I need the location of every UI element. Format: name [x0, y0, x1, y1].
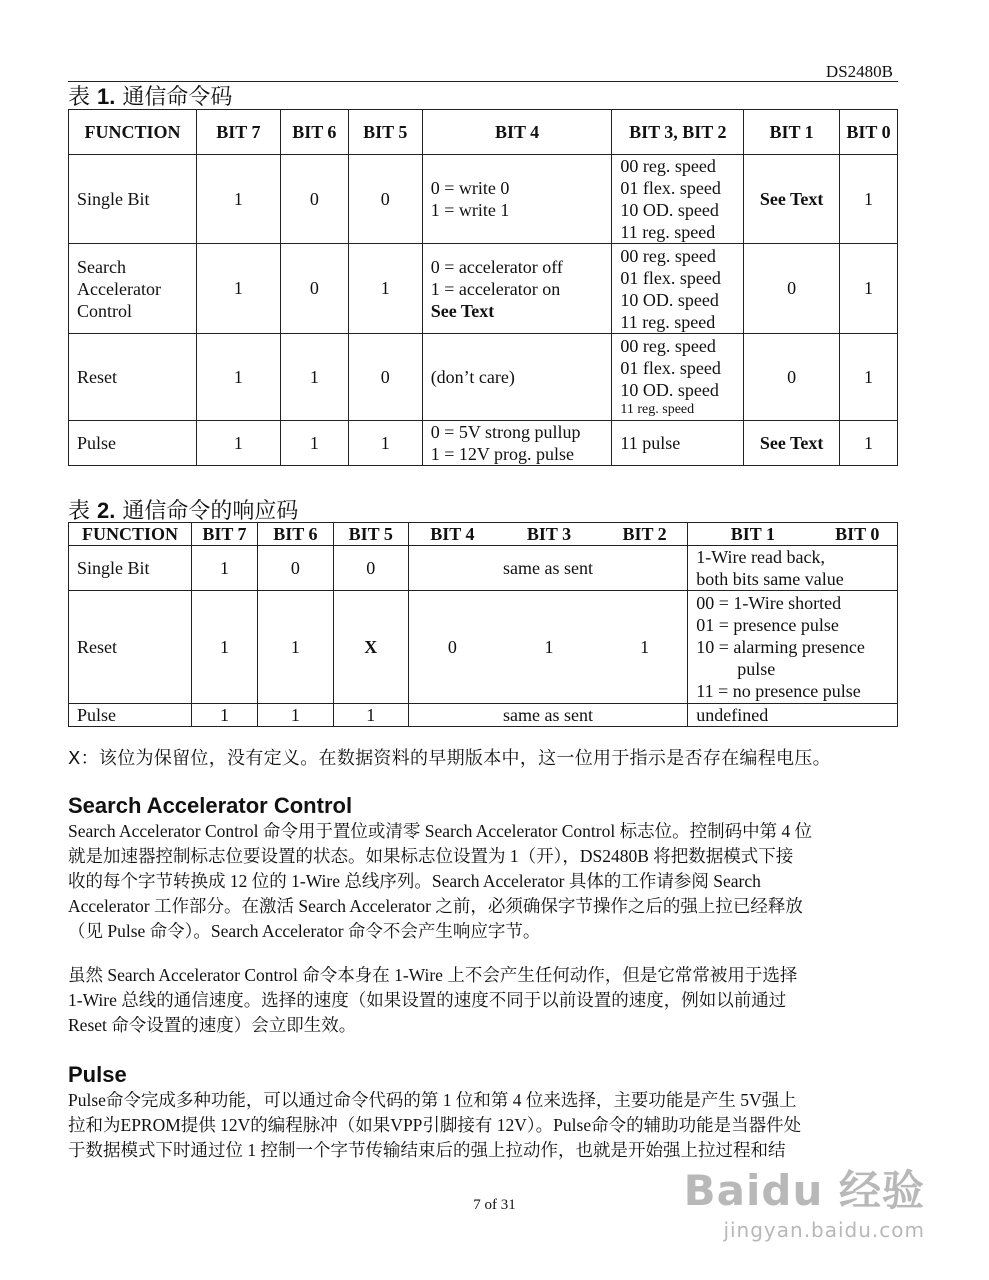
table1-cell-bit5: 0 — [348, 334, 422, 421]
table2-cell-bit7: 1 — [191, 546, 257, 591]
table2-header-bit0: BIT 0 — [818, 523, 898, 546]
table1-cell-function: Pulse — [69, 421, 197, 466]
table2-cell-bits10 — [688, 546, 898, 591]
table1-title — [68, 80, 232, 111]
table1-cell-bit7: 1 — [196, 421, 280, 466]
paragraph-line: Search Accelerator Control 命令用于置位或清零 Search Accelerator Control 标志位。控制码中第 4 位 — [68, 821, 813, 841]
page-number: 7 of 31 — [473, 1197, 516, 1213]
table1-title-text: 通信命令码 — [122, 85, 233, 110]
table-row — [69, 546, 898, 591]
table1-header-bit4: BIT 4 — [422, 110, 612, 155]
table2-cell-bits10 — [688, 591, 898, 704]
speed-option: 11 reg. speed — [620, 402, 695, 417]
table1-cell-bit32 — [612, 155, 744, 244]
table2-header-bit6: BIT 6 — [257, 523, 333, 546]
table1-header-bit5: BIT 5 — [348, 110, 422, 155]
table2-response-codes — [68, 522, 898, 727]
table1-cell-bit1: 0 — [744, 244, 840, 334]
speed-option: 00 reg. speed — [620, 156, 716, 176]
watermark-url: jingyan.baidu.com — [723, 1218, 925, 1242]
table1-bit4-line: 1 = accelerator on — [430, 278, 561, 299]
table2-title-number: 2. — [97, 498, 116, 523]
bits10-line: 1-Wire read back, — [696, 547, 825, 567]
bits10-line: both bits same value — [696, 569, 844, 589]
table1-cell-bit4 — [422, 421, 612, 466]
table2-cell-function: Pulse — [69, 704, 192, 727]
paragraph-line: （见 Pulse 命令）。Search Accelerator 命令不会产生响应字节。 — [68, 921, 541, 941]
speed-option: 00 reg. speed — [620, 336, 716, 356]
table2-header-bit3: BIT 3 — [496, 523, 602, 546]
table1-cell-bit6: 1 — [280, 421, 348, 466]
table1-command-codes — [68, 109, 898, 466]
table1-cell-bit7: 1 — [196, 155, 280, 244]
speed-option: 10 OD. speed — [620, 380, 719, 400]
table2-cell-bit6: 1 — [257, 704, 333, 727]
table2-cell-function: Reset — [69, 591, 192, 704]
paragraph-line: 1-Wire 总线的通信速度。选择的速度（如果设置的速度不同于以前设置的速度，例如以前通过 — [68, 990, 787, 1010]
table1-cell-bit6: 1 — [280, 334, 348, 421]
pulse-paragraph — [68, 1088, 894, 1163]
table1-cell-bit0: 1 — [840, 334, 898, 421]
table1-cell-bit6: 0 — [280, 155, 348, 244]
function-line: Control — [77, 300, 133, 321]
table1-cell-bit1: 0 — [744, 334, 840, 421]
paragraph-line: 收的每个字节转换成 12 位的 1-Wire 总线序列。Search Accelerator 具体的工作请参阅 Search — [68, 871, 761, 891]
table2-title — [68, 494, 298, 525]
watermark-logo-text: Baidu 经验 — [683, 1166, 925, 1215]
table2-header-bit5: BIT 5 — [333, 523, 408, 546]
paragraph-line: 拉和为EPROM提供 12V的编程脉冲（如果VPP引脚接有 12V）。Pulse命令的辅助功能是当器件处 — [68, 1115, 802, 1135]
table2-title-prefix: 表 — [68, 499, 91, 524]
table1-bit4-line: 0 = write 0 — [430, 178, 510, 198]
table1-cell-bit5: 1 — [348, 421, 422, 466]
table1-cell-bit6: 0 — [280, 244, 348, 334]
table2-header-bit4: BIT 4 — [408, 523, 496, 546]
table2-cell-bit3: 1 — [496, 591, 602, 704]
speed-option: 01 flex. speed — [620, 267, 721, 288]
bits10-line: 00 = 1-Wire shorted — [696, 593, 842, 613]
table1-cell-function — [69, 244, 197, 334]
table1-cell-bit32 — [612, 334, 744, 421]
table1-header-bit7: BIT 7 — [196, 110, 280, 155]
table2-cell-bit7: 1 — [191, 591, 257, 704]
table1-cell-bit32 — [612, 244, 744, 334]
speed-option: 11 reg. speed — [620, 311, 716, 332]
table2-cell-bit6: 1 — [257, 591, 333, 704]
table1-bit4-line: 1 = write 1 — [430, 200, 510, 220]
speed-option: 10 OD. speed — [620, 289, 719, 310]
table1-bit4-line: 1 = 12V prog. pulse — [430, 444, 575, 464]
table2-cell-bit5: 0 — [333, 546, 408, 591]
table2-cell-bits10: undefined — [688, 704, 898, 727]
table2-header-row — [69, 523, 898, 546]
function-line: Search — [77, 256, 126, 277]
table1-title-number: 1. — [97, 84, 116, 109]
table2-cell-bits432: same as sent — [408, 546, 688, 591]
reserved-bit-note: X：该位为保留位，没有定义。在数据资料的早期版本中，这一位用于指示是否存在编程电压。 — [68, 748, 831, 769]
speed-option: 01 flex. speed — [620, 358, 721, 378]
paragraph-line: 就是加速器控制标志位要设置的状态。如果标志位设置为 1（开），DS2480B 将把数据模式下接 — [68, 846, 794, 866]
table2-cell-bit5: X — [333, 591, 408, 704]
table-row — [69, 421, 898, 466]
table2-cell-bit6: 0 — [257, 546, 333, 591]
table2-cell-bit7: 1 — [191, 704, 257, 727]
table1-header-row — [69, 110, 898, 155]
table1-header-function: FUNCTION — [69, 110, 197, 155]
see-text-ref: See Text — [430, 300, 495, 321]
section-heading-search-accelerator: Search Accelerator Control — [68, 793, 353, 818]
table2-header-bit2: BIT 2 — [602, 523, 688, 546]
table1-header-bit0: BIT 0 — [840, 110, 898, 155]
table1-cell-bit5: 0 — [348, 155, 422, 244]
function-line: Accelerator — [77, 278, 161, 299]
table1-cell-bit4: (don’t care) — [422, 334, 612, 421]
search-accelerator-paragraph-1 — [68, 819, 894, 944]
bits10-line: 11 = no presence pulse — [696, 681, 861, 701]
table1-bit4-line: 0 = 5V strong pullup — [430, 422, 581, 442]
document-id: DS2480B — [825, 62, 893, 81]
table1-cell-bit4 — [422, 244, 612, 334]
table-row — [69, 244, 898, 334]
paragraph-line: Pulse命令完成多种功能，可以通过命令代码的第 1 位和第 4 位来选择，主要功能是产生 5V强上 — [68, 1090, 797, 1110]
speed-option: 10 OD. speed — [620, 200, 719, 220]
table1-cell-bit0: 1 — [840, 244, 898, 334]
table-row — [69, 591, 898, 704]
speed-option: 00 reg. speed — [620, 245, 716, 266]
bits10-line: 01 = presence pulse — [696, 615, 839, 635]
speed-option: 11 reg. speed — [620, 222, 716, 242]
table2-cell-function: Single Bit — [69, 546, 192, 591]
table1-cell-bit32: 11 pulse — [612, 421, 744, 466]
table2-cell-bit2: 1 — [602, 591, 688, 704]
paragraph-line: Accelerator 工作部分。在激活 Search Accelerator 之前，必须确保字节操作之后的强上拉已经释放 — [68, 896, 803, 916]
table-row — [69, 155, 898, 244]
bits10-line: pulse — [737, 659, 776, 679]
table1-cell-bit1: See Text — [744, 421, 840, 466]
table2-title-text: 通信命令的响应码 — [122, 499, 299, 524]
table2-header-bit1: BIT 1 — [688, 523, 818, 546]
section-heading-pulse: Pulse — [68, 1062, 127, 1087]
table2-cell-bit5: 1 — [333, 704, 408, 727]
table1-cell-function: Reset — [69, 334, 197, 421]
table1-cell-bit7: 1 — [196, 334, 280, 421]
paragraph-line: 虽然 Search Accelerator Control 命令本身在 1-Wire 上不会产生任何动作，但是它常常被用于选择 — [68, 965, 798, 985]
table2-header-function: FUNCTION — [69, 523, 192, 546]
table1-cell-bit0: 1 — [840, 155, 898, 244]
table-row — [69, 704, 898, 727]
table2-header-bit7: BIT 7 — [191, 523, 257, 546]
paragraph-line: 于数据模式下时通过位 1 控制一个字节传输结束后的强上拉动作，也就是开始强上拉过程和结 — [68, 1140, 786, 1160]
table1-cell-bit7: 1 — [196, 244, 280, 334]
table1-cell-bit1: See Text — [744, 155, 840, 244]
table1-cell-bit5: 1 — [348, 244, 422, 334]
table1-title-prefix: 表 — [68, 85, 91, 110]
table2-cell-bits432: same as sent — [408, 704, 688, 727]
paragraph-line: Reset 命令设置的速度）会立即生效。 — [68, 1015, 357, 1035]
table-row — [69, 334, 898, 421]
table1-header-bit6: BIT 6 — [280, 110, 348, 155]
table1-bit4-line: 0 = accelerator off — [430, 256, 563, 277]
bits10-line: 10 = alarming presence — [696, 637, 865, 657]
table1-cell-bit0: 1 — [840, 421, 898, 466]
table1-header-bit32: BIT 3, BIT 2 — [612, 110, 744, 155]
table2-cell-bit4: 0 — [408, 591, 496, 704]
table1-cell-function: Single Bit — [69, 155, 197, 244]
speed-option: 01 flex. speed — [620, 178, 721, 198]
table1-cell-bit4 — [422, 155, 612, 244]
table1-header-bit1: BIT 1 — [744, 110, 840, 155]
search-accelerator-paragraph-2 — [68, 963, 894, 1038]
